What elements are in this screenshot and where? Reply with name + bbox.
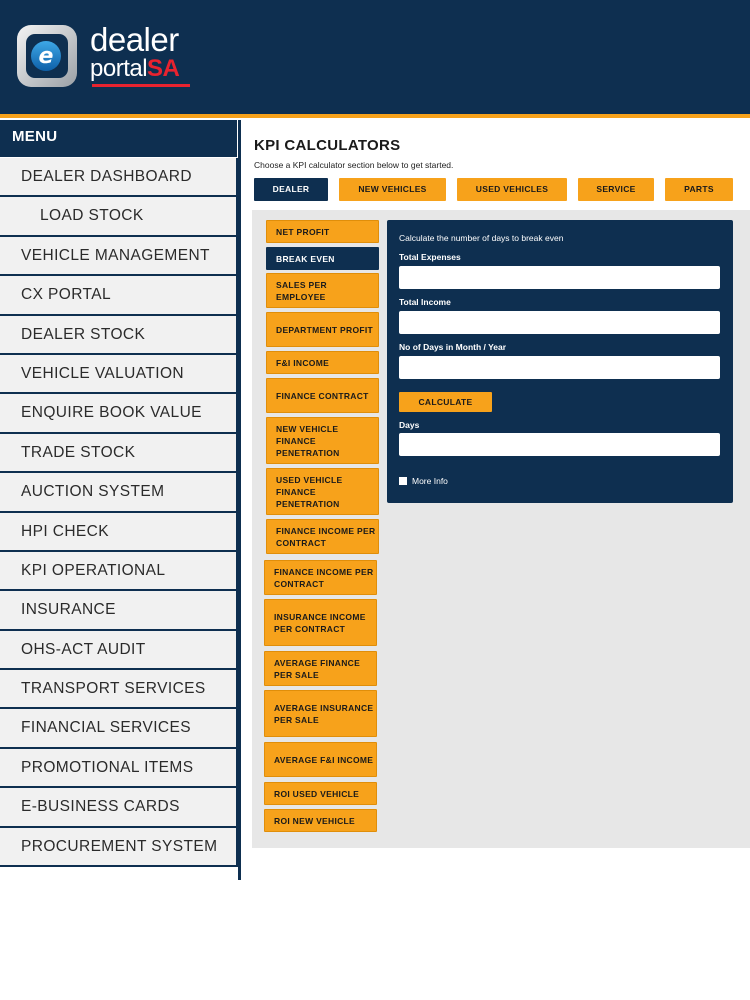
kpi-insurance-income-per-contract[interactable]: INSURANCE INCOME PER CONTRACT (264, 599, 377, 646)
site-header (0, 0, 750, 118)
menu-item-dealer-stock[interactable]: DEALER STOCK (0, 316, 238, 355)
days-in-period-label: No of Days in Month / Year (399, 342, 507, 352)
kpi-finance-income-per-contract[interactable]: FINANCE INCOME PER CONTRACT (266, 519, 379, 554)
menu-item-ohs-act-audit[interactable]: OHS-ACT AUDIT (0, 631, 238, 670)
kpi-workspace (252, 210, 750, 848)
menu-item-enquire-book-value[interactable]: ENQUIRE BOOK VALUE (0, 394, 238, 433)
kpi-new-vehicle-finance-penetration[interactable]: NEW VEHICLE FINANCE PENETRATION (266, 417, 379, 464)
total-expenses-label: Total Expenses (399, 252, 461, 262)
kpi-roi-used-vehicle[interactable]: ROI USED VEHICLE (264, 782, 377, 805)
kpi-sales-per-employee[interactable]: SALES PER EMPLOYEE (266, 273, 379, 308)
tab-new-vehicles[interactable]: NEW VEHICLES (339, 178, 446, 201)
kpi-finance-contract[interactable]: FINANCE CONTRACT (266, 378, 379, 413)
kpi-average-fi-income[interactable]: AVERAGE F&I INCOME (264, 742, 377, 777)
menu-item-financial-services[interactable]: FINANCIAL SERVICES (0, 709, 238, 748)
kpi-break-even[interactable]: BREAK EVEN (266, 247, 379, 270)
break-even-calculator (387, 220, 733, 503)
calculator-description: Calculate the number of days to break even (399, 233, 564, 243)
kpi-used-vehicle-finance-penetration[interactable]: USED VEHICLE FINANCE PENETRATION (266, 468, 379, 515)
menu-item-kpi-operational[interactable]: KPI OPERATIONAL (0, 552, 238, 591)
dealer-portal-logo-icon[interactable] (16, 24, 78, 88)
tab-service[interactable]: SERVICE (578, 178, 654, 201)
menu-item-promotional-items[interactable]: PROMOTIONAL ITEMS (0, 749, 238, 788)
kpi-roi-new-vehicle[interactable]: ROI NEW VEHICLE (264, 809, 377, 832)
page-title: KPI CALCULATORS (254, 137, 401, 154)
logo-text-sa: SA (147, 55, 180, 82)
menu-list (0, 158, 238, 867)
kpi-average-insurance-per-sale[interactable]: AVERAGE INSURANCE PER SALE (264, 690, 377, 737)
menu-item-auction-system[interactable]: AUCTION SYSTEM (0, 473, 238, 512)
menu-item-transport-services[interactable]: TRANSPORT SERVICES (0, 670, 238, 709)
menu-item-vehicle-management[interactable]: VEHICLE MANAGEMENT (0, 237, 238, 276)
tab-parts[interactable]: PARTS (665, 178, 733, 201)
menu-item-cx-portal[interactable]: CX PORTAL (0, 276, 238, 315)
logo-text-portal-word: portal (90, 55, 148, 82)
more-info-checkbox[interactable] (399, 477, 407, 485)
sidebar (0, 120, 241, 880)
total-expenses-input[interactable] (399, 266, 720, 289)
menu-title: MENU (0, 120, 237, 157)
logo-text-portal (90, 56, 179, 82)
menu-item-hpi-check[interactable]: HPI CHECK (0, 513, 238, 552)
calculate-button[interactable]: CALCULATE (399, 392, 492, 412)
total-income-input[interactable] (399, 311, 720, 334)
menu-item-load-stock[interactable]: LOAD STOCK (0, 197, 238, 236)
more-info-toggle[interactable] (399, 476, 448, 486)
menu-item-procurement-system[interactable]: PROCUREMENT SYSTEM (0, 828, 238, 867)
kpi-average-finance-per-sale[interactable]: AVERAGE FINANCE PER SALE (264, 651, 377, 686)
menu-item-trade-stock[interactable]: TRADE STOCK (0, 434, 238, 473)
page-subtitle: Choose a KPI calculator section below to get started. (254, 160, 454, 170)
kpi-category-tabs (254, 178, 734, 201)
logo-underline (92, 84, 190, 87)
kpi-fi-income[interactable]: F&I INCOME (266, 351, 379, 374)
total-income-label: Total Income (399, 297, 451, 307)
menu-item-vehicle-valuation[interactable]: VEHICLE VALUATION (0, 355, 238, 394)
logo-text-dealer: dealer (90, 21, 179, 58)
menu-item-dealer-dashboard[interactable]: DEALER DASHBOARD (0, 158, 238, 197)
svg-text:e: e (38, 44, 54, 69)
menu-item-insurance[interactable]: INSURANCE (0, 591, 238, 630)
kpi-net-profit[interactable]: NET PROFIT (266, 220, 379, 243)
kpi-department-profit[interactable]: DEPARTMENT PROFIT (266, 312, 379, 347)
more-info-label: More Info (412, 476, 448, 486)
days-result-output (399, 433, 720, 456)
days-in-period-input[interactable] (399, 356, 720, 379)
tab-dealer[interactable]: DEALER (254, 178, 328, 201)
menu-item-e-business-cards[interactable]: E-BUSINESS CARDS (0, 788, 238, 827)
kpi-finance-income-per-contract-2[interactable]: FINANCE INCOME PER CONTRACT (264, 560, 377, 595)
tab-used-vehicles[interactable]: USED VEHICLES (457, 178, 567, 201)
days-result-label: Days (399, 420, 420, 430)
